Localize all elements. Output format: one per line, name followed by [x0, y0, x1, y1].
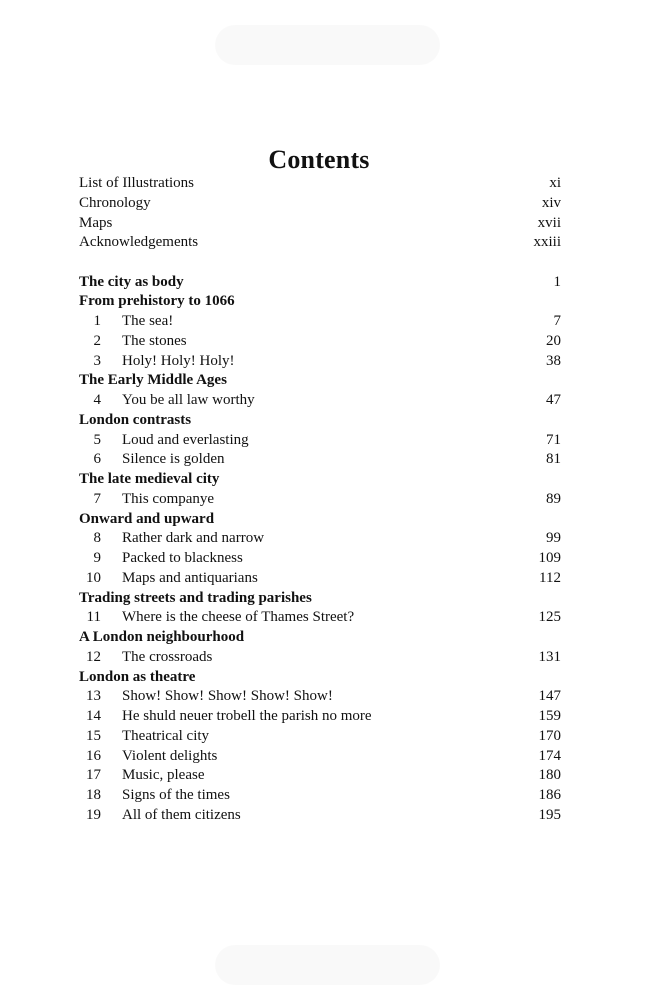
chapter-title: Signs of the times [122, 787, 230, 803]
chapter-title: Maps and antiquarians [122, 569, 258, 586]
part-title: From prehistory to 1066 [79, 293, 235, 310]
page-shadow-top [215, 25, 440, 65]
toc-page-number: 7 [553, 313, 561, 329]
toc-chapter-row [79, 648, 561, 668]
toc-chapter-row [79, 490, 561, 510]
part-title: The late medieval city [79, 471, 220, 487]
toc-chapter-row [79, 312, 561, 332]
table-of-contents [79, 174, 561, 826]
toc-chapter-row [79, 332, 561, 352]
toc-page-number: 20 [546, 332, 561, 349]
part-title: London contrasts [79, 411, 192, 428]
toc-chapter-row [79, 549, 561, 569]
toc-part-heading [79, 371, 561, 391]
part-title: The city as body [79, 273, 184, 290]
chapter-title: Theatrical city [122, 727, 210, 744]
chapter-number: 8 [93, 530, 101, 547]
chapter-title: Show! Show! Show! Show! Show! [122, 688, 333, 705]
toc-page-number: 89 [546, 490, 561, 507]
part-title: A London neighbourhood [79, 629, 245, 645]
chapter-title: You be all law worthy [122, 392, 255, 408]
toc-chapter-row [79, 529, 561, 549]
chapter-title: Silence is golden [122, 451, 225, 468]
toc-page-number: 131 [538, 648, 561, 665]
toc-page-number: 38 [546, 352, 561, 369]
toc-page-number: 159 [538, 708, 561, 724]
toc-page-number: 99 [546, 530, 561, 547]
chapter-number: 18 [86, 787, 101, 803]
toc-front-matter-row [79, 194, 561, 214]
toc-page-number: xi [549, 175, 561, 191]
part-title: The Early Middle Ages [79, 372, 227, 389]
toc-chapter-row [79, 747, 561, 767]
toc-page-number: xiv [541, 194, 561, 211]
toc-chapter-row [79, 608, 561, 628]
chapter-title: All of them citizens [122, 806, 241, 823]
toc-chapter-row [79, 707, 561, 727]
toc-front-matter-row [79, 174, 561, 194]
toc-chapter-row [79, 450, 561, 470]
chapter-title: Violent delights [122, 747, 218, 764]
chapter-number: 7 [93, 490, 101, 507]
chapter-number: 2 [93, 332, 101, 349]
toc-chapter-row [79, 687, 561, 707]
toc-page-number: 125 [538, 609, 561, 626]
toc-chapter-row [79, 431, 561, 451]
chapter-title: Holy! Holy! Holy! [122, 352, 235, 369]
toc-page-number: 81 [546, 451, 561, 468]
toc-page-number: 180 [538, 767, 561, 784]
chapter-title: This companye [122, 490, 215, 507]
toc-front-matter-row [79, 233, 561, 253]
toc-page-number: 147 [538, 688, 561, 705]
chapter-title: Music, please [122, 767, 205, 784]
toc-entry-label: Acknowledgements [79, 234, 199, 251]
chapter-title: Loud and everlasting [122, 431, 249, 448]
chapter-number: 15 [86, 727, 101, 744]
chapter-number: 16 [86, 747, 101, 764]
toc-entry-label: Chronology [79, 194, 151, 211]
toc-part-heading [79, 411, 561, 431]
chapter-title: He shuld neuer trobell the parish no more [122, 708, 372, 724]
toc-page-number: 112 [539, 569, 561, 586]
chapter-number: 12 [86, 648, 101, 665]
toc-chapter-row [79, 806, 561, 826]
chapter-number: 5 [93, 431, 101, 448]
part-title: London as theatre [79, 668, 196, 685]
chapter-title: The crossroads [122, 648, 213, 665]
toc-part-heading [79, 273, 561, 293]
chapter-title: Rather dark and narrow [122, 530, 265, 547]
page-shadow-bottom [215, 945, 440, 985]
toc-page-number: 47 [546, 392, 561, 408]
toc-entry-label: List of Illustrations [79, 175, 194, 191]
toc-chapter-row [79, 391, 561, 411]
toc-page-number: 1 [553, 273, 561, 290]
toc-entry-label: Maps [79, 214, 113, 231]
toc-entries [79, 273, 561, 826]
toc-chapter-row [79, 352, 561, 372]
toc-page-number: 174 [538, 747, 561, 764]
toc-part-heading [79, 628, 561, 648]
toc-page-number: xxiii [533, 234, 561, 251]
chapter-number: 14 [86, 708, 101, 724]
chapter-number: 17 [86, 767, 101, 784]
toc-chapter-row [79, 786, 561, 806]
toc-page-number: 170 [538, 727, 561, 744]
chapter-number: 11 [86, 609, 101, 626]
toc-part-heading [79, 470, 561, 490]
toc-part-heading [79, 510, 561, 530]
chapter-number: 3 [93, 352, 101, 369]
toc-page-number: 195 [538, 806, 561, 823]
toc-front-matter-row [79, 214, 561, 234]
toc-page-number: xvii [537, 214, 561, 231]
part-title: Trading streets and trading parishes [79, 589, 312, 606]
chapter-title: The sea! [122, 313, 174, 329]
chapter-number: 13 [86, 688, 101, 705]
chapter-number: 9 [93, 550, 101, 566]
chapter-number: 10 [86, 569, 101, 586]
toc-part-heading [79, 292, 561, 312]
chapter-number: 6 [93, 451, 101, 468]
toc-chapter-row [79, 766, 561, 786]
chapter-number: 19 [86, 806, 101, 823]
page-title: Contents [268, 145, 370, 175]
chapter-title: Where is the cheese of Thames Street? [122, 609, 355, 626]
toc-part-heading [79, 668, 561, 688]
chapter-title: Packed to blackness [122, 550, 243, 566]
toc-chapter-row [79, 569, 561, 589]
chapter-number: 4 [93, 392, 101, 408]
toc-chapter-row [79, 727, 561, 747]
toc-page-number: 71 [546, 431, 561, 448]
part-title: Onward and upward [79, 510, 215, 527]
toc-page-number: 109 [538, 550, 561, 566]
toc-part-heading [79, 589, 561, 609]
chapter-title: The stones [122, 332, 187, 349]
toc-page-number: 186 [538, 787, 561, 803]
chapter-number: 1 [93, 313, 101, 329]
